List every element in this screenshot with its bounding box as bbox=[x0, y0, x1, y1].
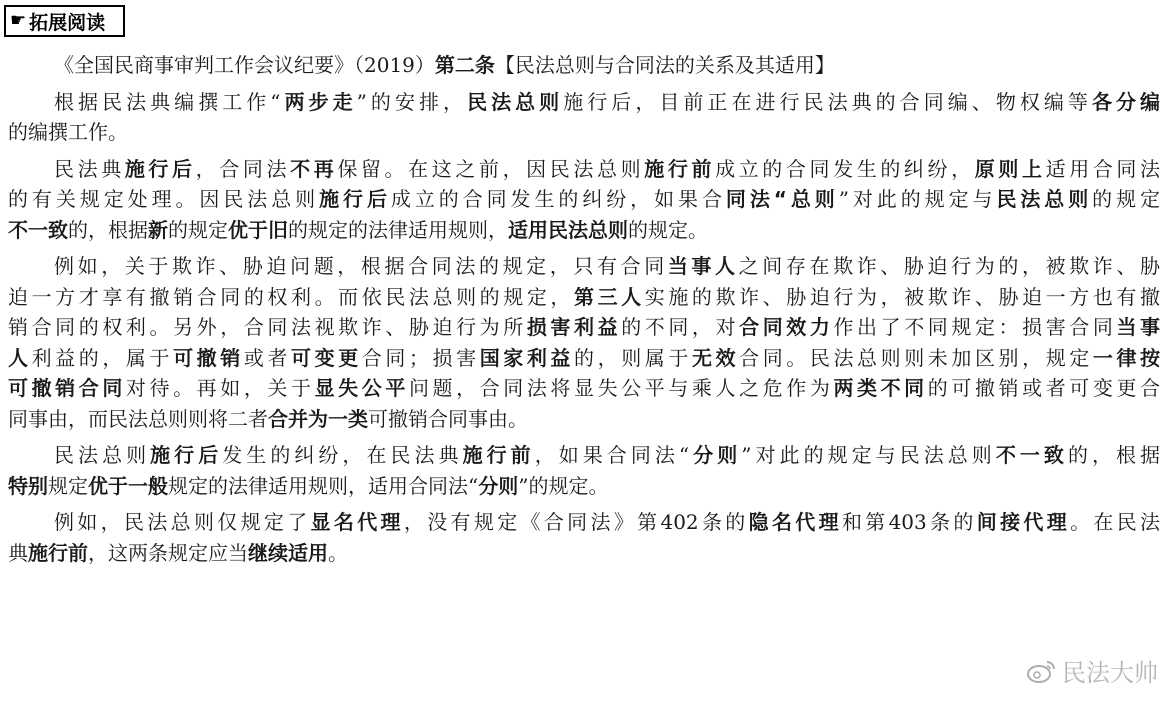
text-run: 《全国民商事审判工作会议纪要》（2019） bbox=[54, 53, 435, 77]
text-run: 规定的法律适用规则，适用合同法“ bbox=[168, 473, 479, 498]
bold-text: 优于一般 bbox=[88, 473, 168, 498]
bold-text: 适用民法总则 bbox=[508, 217, 628, 242]
bold-text: 不再 bbox=[290, 156, 338, 181]
bold-text: 间接代理 bbox=[976, 510, 1071, 534]
text-line bbox=[8, 404, 1160, 435]
text-line bbox=[8, 184, 1160, 215]
text-run: 问题，合同法将显失公平与乘人之危作为 bbox=[408, 376, 834, 400]
bold-text: 第二条 bbox=[434, 53, 495, 77]
text-run: 规定 bbox=[48, 473, 88, 498]
text-line bbox=[8, 440, 1160, 471]
text-run: ，没有规定《合同法》第402条的 bbox=[403, 510, 749, 534]
bold-text: 施行前 bbox=[28, 540, 88, 565]
bold-text: 不一致 bbox=[8, 217, 68, 242]
weibo-logo-icon bbox=[1026, 658, 1056, 684]
paragraph bbox=[8, 154, 1160, 246]
text-run: 的规定 bbox=[1092, 187, 1160, 211]
bold-text: 合同效力 bbox=[739, 315, 834, 339]
text-run: 的规定 bbox=[168, 217, 228, 242]
bold-text: 两步走 bbox=[280, 89, 357, 114]
text-run: 合同。民法总则则未加区别，规定 bbox=[739, 345, 1093, 370]
bold-text: 人 bbox=[8, 345, 32, 370]
text-run: 民法总则 bbox=[54, 443, 151, 467]
text-run: 同事由，而民法总则则将二者 bbox=[8, 406, 268, 431]
bold-text: 当事 bbox=[1116, 315, 1160, 339]
bold-text: 损害利益 bbox=[526, 315, 622, 339]
text-run: 之间存在欺诈、胁迫行为的，被欺诈、胁 bbox=[738, 254, 1160, 278]
text-run: ”对此的规定与民法总则 bbox=[741, 443, 996, 467]
text-run: 成立的合同发生的纠纷， bbox=[715, 156, 975, 181]
bold-text: 施行后 bbox=[150, 443, 223, 467]
text-run: ”的规定。 bbox=[518, 473, 609, 498]
text-run: 利益的，属于 bbox=[31, 345, 174, 370]
bold-text: 可变更 bbox=[291, 345, 362, 370]
text-run: 可撤销合同事由。 bbox=[368, 406, 528, 431]
text-run: 发生的纠纷，在民法典 bbox=[222, 443, 463, 467]
paragraph-gap bbox=[8, 568, 1160, 574]
bold-text: 分则 bbox=[689, 443, 742, 467]
section-header bbox=[4, 5, 125, 37]
text-run: ”的安排， bbox=[356, 89, 468, 114]
text-run: 的可撤销或者可变更合 bbox=[927, 376, 1160, 400]
text-run: 的编撰工作。 bbox=[8, 120, 128, 144]
document-body bbox=[8, 50, 1160, 574]
text-run: 销合同的权利。另外，合同法视欺诈、胁迫行为所 bbox=[8, 315, 527, 339]
text-run: 根据民法典编撰工作“ bbox=[54, 89, 281, 114]
text-run: 作出了不同规定：损害合同 bbox=[833, 315, 1117, 339]
text-run: 。在民法 bbox=[1070, 510, 1160, 534]
bold-text: 当事人 bbox=[667, 254, 739, 278]
bold-text: 优于旧 bbox=[228, 217, 288, 242]
bold-text: 显失公平 bbox=[314, 376, 409, 400]
text-run: 或者 bbox=[243, 345, 292, 370]
text-line bbox=[8, 507, 1160, 538]
bold-text: 施行前 bbox=[462, 443, 535, 467]
bold-text: 施行后 bbox=[319, 187, 391, 211]
text-run: 例如，关于欺诈、胁迫问题，根据合同法的规定，只有合同 bbox=[54, 254, 668, 278]
text-run: 典 bbox=[8, 540, 28, 565]
text-line bbox=[8, 117, 1160, 148]
text-line bbox=[8, 471, 1160, 502]
bold-text: 施行前 bbox=[644, 156, 716, 181]
text-run: 施行后，目前正在进行民法典的合同编、物权编等 bbox=[563, 89, 1092, 114]
text-run: 。 bbox=[328, 540, 348, 565]
text-run: 成立的合同发生的纠纷，如果合 bbox=[390, 187, 726, 211]
paragraph bbox=[8, 440, 1160, 501]
text-run: 的规定。 bbox=[628, 217, 708, 242]
paragraph bbox=[8, 507, 1160, 568]
text-run: 实施的欺诈、胁迫行为，被欺诈、胁迫一方也有撤 bbox=[644, 284, 1160, 309]
text-run: ”对此的规定与 bbox=[838, 187, 997, 211]
watermark-text: 民法大帅 bbox=[1062, 659, 1158, 687]
text-line bbox=[8, 343, 1160, 374]
text-run: 的，则属于 bbox=[574, 345, 692, 370]
bold-text: 新 bbox=[148, 217, 168, 242]
bold-text: 可撤销合同 bbox=[8, 376, 126, 400]
bold-text: 同法“总则 bbox=[725, 187, 839, 211]
text-run: 的，根据 bbox=[68, 217, 148, 242]
text-line bbox=[8, 154, 1160, 185]
text-run: ，这两条规定应当 bbox=[88, 540, 248, 565]
text-run: 的规定的法律适用规则， bbox=[288, 217, 508, 242]
text-run: 【民法总则与合同法的关系及其适用】 bbox=[494, 53, 835, 77]
bold-text: 特别 bbox=[8, 473, 48, 498]
bold-text: 民法总则 bbox=[467, 89, 564, 114]
bold-text: 一律按 bbox=[1092, 345, 1160, 370]
bold-text: 两类不同 bbox=[833, 376, 928, 400]
text-run: 合同；损害 bbox=[361, 345, 480, 370]
bold-text: 隐名代理 bbox=[748, 510, 842, 534]
text-run: 的，根据 bbox=[1067, 443, 1160, 467]
text-run: 保留。在这之前，因民法总则 bbox=[337, 156, 645, 181]
text-run: 和第403条的 bbox=[841, 510, 977, 534]
bold-text: 民法总则 bbox=[996, 187, 1093, 211]
text-run: 例如，民法总则仅规定了 bbox=[54, 510, 311, 534]
bold-text: 原则上 bbox=[974, 156, 1046, 181]
text-line bbox=[8, 373, 1160, 404]
bold-text: 施行后 bbox=[124, 156, 196, 181]
pointing-hand-icon: ☛ bbox=[10, 10, 27, 31]
bold-text: 继续适用 bbox=[248, 540, 328, 565]
text-run: ，合同法 bbox=[195, 156, 291, 181]
bold-text: 国家利益 bbox=[479, 345, 575, 370]
bold-text: 各分编 bbox=[1091, 89, 1160, 114]
text-run: ，如果合同法“ bbox=[534, 443, 690, 467]
text-run: 民法典 bbox=[54, 156, 125, 181]
text-run: 迫一方才享有撤销合同的权利。而依民法总则的规定， bbox=[8, 284, 574, 309]
text-line bbox=[8, 50, 1160, 81]
text-run: 适用合同法 bbox=[1045, 156, 1160, 181]
text-line bbox=[8, 251, 1160, 282]
paragraph bbox=[8, 251, 1160, 434]
bold-text: 显名代理 bbox=[310, 510, 404, 534]
text-run: 对待。再如，关于 bbox=[125, 376, 315, 400]
text-line bbox=[8, 215, 1160, 246]
bold-text: 分则 bbox=[478, 473, 519, 498]
text-line bbox=[8, 282, 1160, 313]
paragraph bbox=[8, 87, 1160, 148]
text-run: 的不同，对 bbox=[621, 315, 740, 339]
bold-text: 可撤销 bbox=[173, 345, 244, 370]
bold-text: 无效 bbox=[691, 345, 740, 370]
section-title: 拓展阅读 bbox=[29, 11, 106, 34]
bold-text: 第三人 bbox=[574, 284, 645, 309]
text-line bbox=[8, 538, 1160, 569]
paragraph bbox=[8, 50, 1160, 81]
bold-text: 合并为一类 bbox=[268, 406, 368, 431]
watermark bbox=[1026, 653, 1158, 688]
text-line bbox=[8, 87, 1160, 118]
text-line bbox=[8, 312, 1160, 343]
text-run: 的有关规定处理。因民法总则 bbox=[8, 187, 320, 211]
bold-text: 不一致 bbox=[995, 443, 1068, 467]
